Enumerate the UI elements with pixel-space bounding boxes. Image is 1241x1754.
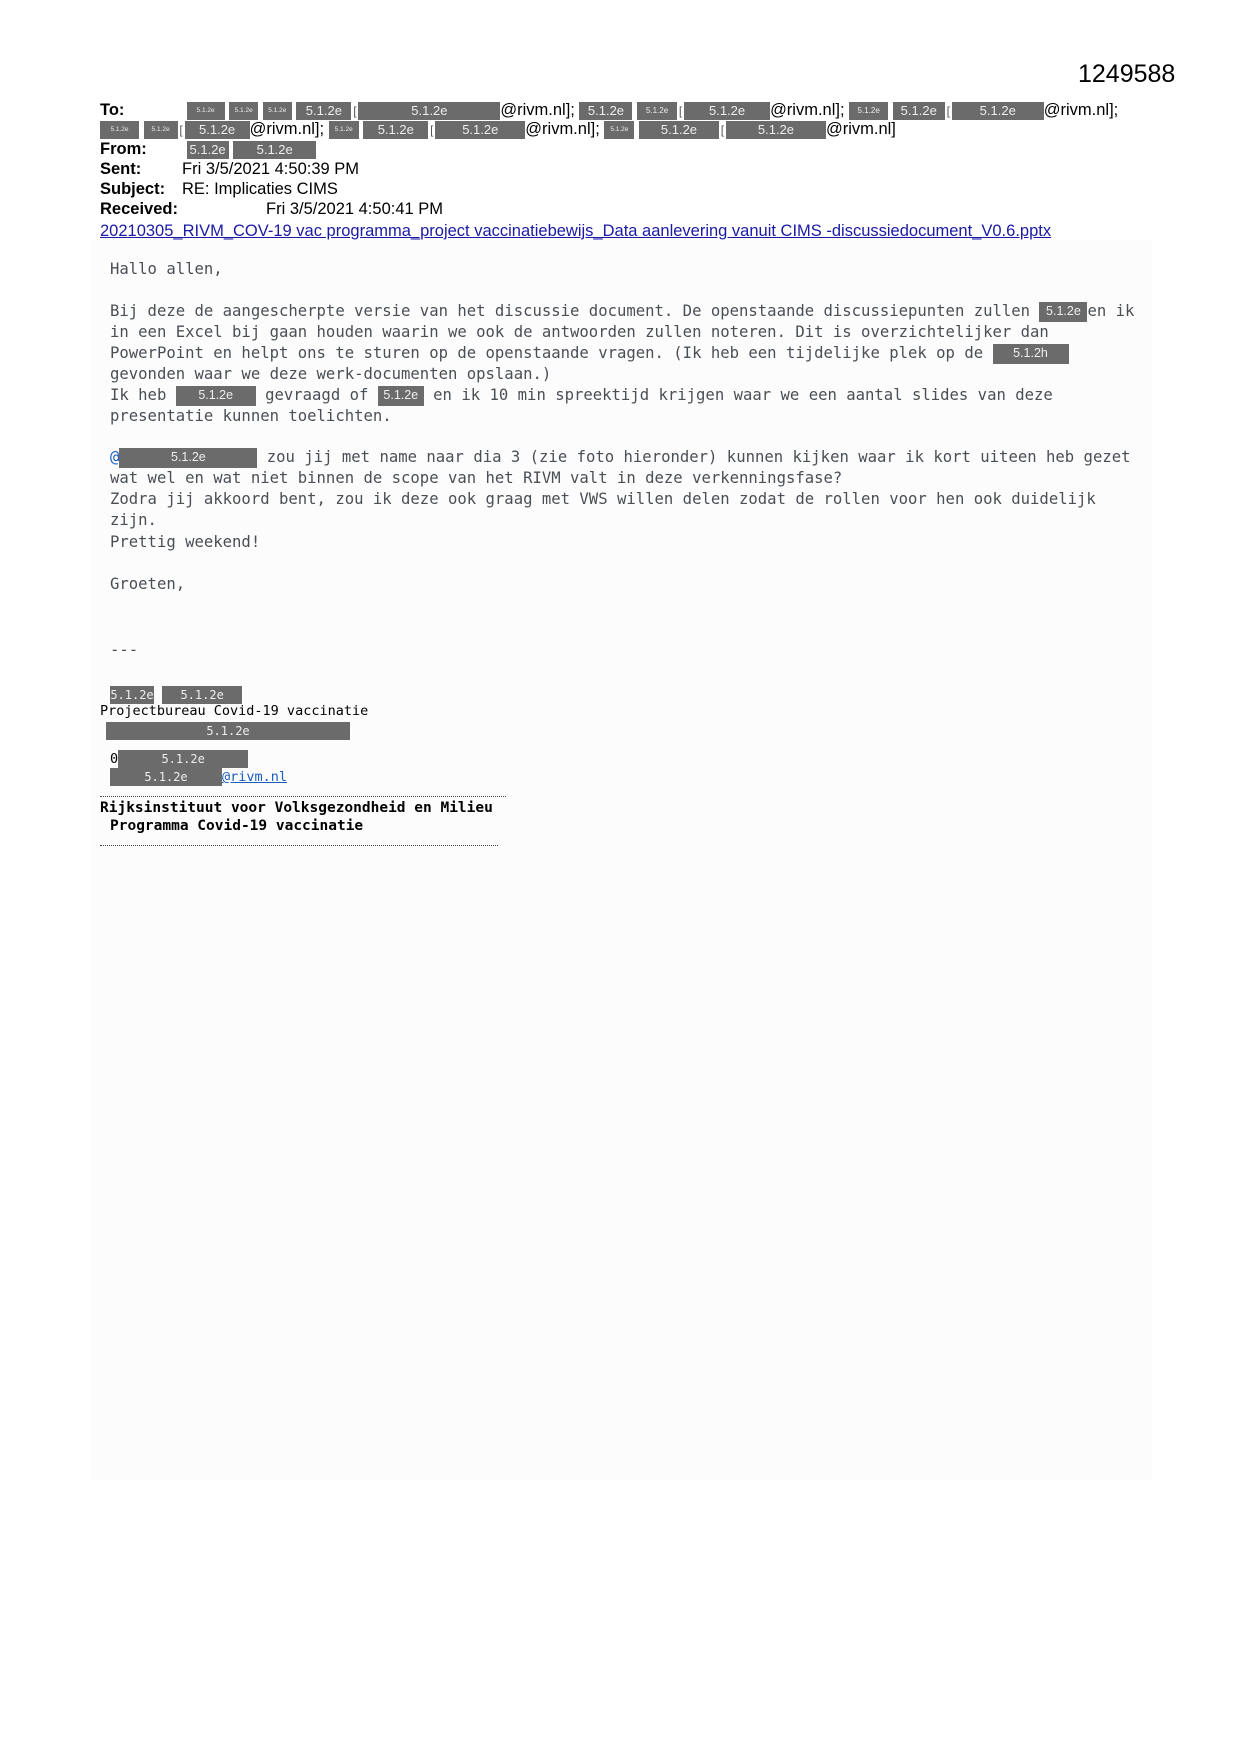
subject-label: Subject:	[100, 180, 166, 198]
redaction: 5.1.2e	[119, 448, 257, 468]
received-label: Received:	[100, 200, 178, 218]
redaction: 5.1.2e	[1039, 302, 1087, 322]
redaction: 5.1.2e	[185, 121, 250, 139]
phone-prefix: 0	[110, 751, 119, 767]
redaction: 5.1.2e	[358, 102, 500, 120]
redaction: 5.1.2e	[176, 386, 256, 406]
redaction: 5.1.2e	[110, 688, 154, 702]
greeting: Hallo allen,	[110, 260, 223, 278]
redaction: 5.1.2e	[187, 102, 225, 120]
closing-regards: Groeten,	[110, 575, 186, 593]
divider-bottom	[100, 845, 498, 846]
email-suffix: @rivm.nl];	[500, 101, 575, 119]
redaction: 5.1.2e	[110, 768, 222, 786]
email-suffix: @rivm.nl];	[525, 120, 600, 138]
signature-separator: ---	[110, 641, 139, 659]
redaction: 5.1.2e	[726, 121, 826, 139]
redaction: 5.1.2e	[637, 102, 677, 120]
redaction: 5.1.2e	[849, 102, 888, 120]
from-label: From:	[100, 140, 147, 158]
redaction: 5.1.2e	[144, 121, 178, 139]
redaction: 5.1.2e	[187, 141, 229, 159]
from-line	[100, 139, 316, 159]
redaction: 5.1.2e	[118, 750, 248, 768]
redaction: 5.1.2e	[378, 386, 424, 406]
document-number: 1249588	[1078, 60, 1176, 88]
redaction: 5.1.2e	[263, 102, 292, 120]
received-line	[100, 199, 443, 219]
redaction: 5.1.2e	[639, 121, 719, 139]
mention: @	[110, 448, 120, 466]
subject-value: RE: Implicaties CIMS	[182, 180, 338, 198]
to-label: To:	[100, 101, 125, 119]
to-line-1: To: 5.1.2e 5.1.2e 5.1.2e 5.1.2e [ 5.1.2e @rivm.nl]; 5.1.2e 5.1.2e [ 5.1.2e @rivm.nl]; 5.1.2e 5.1.2e [ 5.1.2e @rivm.nl];	[100, 101, 1119, 119]
paragraph-1: Bij deze de aangescherpte versie van het discussie document. De openstaande discussiepunten zullen 5.1.2e en ik in een Excel bij gaan houden waarin we ook de antwoorden zullen noteren. Dit is overzichtelijker dan PowerPoint en helpt ons te sturen op de openstaande vragen. (Ik heb een tijdelijke plek op de 5.1.2h gevonden waar we deze werk-documenten opslaan.) Ik heb 5.1.2e gevraagd of 5.1.2e en ik 10 min spreektijd krijgen waar we een aantal slides van deze presentatie kunnen toelichten.	[110, 302, 1135, 425]
redaction: 5.1.2e	[296, 102, 351, 120]
signature-phone	[110, 750, 248, 768]
signature-department: Projectbureau Covid-19 vaccinatie	[100, 703, 369, 719]
email-suffix: @rivm.nl];	[770, 101, 845, 119]
redaction: 5.1.2e	[363, 121, 428, 139]
paragraph-2: @ 5.1.2e zou jij met name naar dia 3 (zie foto hieronder) kunnen kijken waar ik kort uiteen heb gezet wat wel en wat niet binnen de scope van het RIVM valt in deze verkenningsfase? Zodra jij akkoord bent, zou ik deze ook graag met VWS willen delen zodat de rollen voor hen ook duidelijk zijn.	[110, 447, 1150, 531]
program-name: Programma Covid-19 vaccinatie	[110, 818, 364, 834]
paragraph-3: Zodra jij akkoord bent, zou ik deze ook graag met VWS willen delen zodat de rollen voor hen ook duidelijk zijn.	[110, 490, 1096, 529]
redaction: 5.1.2e	[604, 121, 634, 139]
redaction: 5.1.2e	[579, 102, 632, 120]
sent-label: Sent:	[100, 160, 142, 178]
redaction: 5.1.2e	[100, 121, 139, 139]
redaction: 5.1.2e	[684, 102, 770, 120]
organization-name: Rijksinstituut voor Volksgezondheid en Milieu	[100, 800, 493, 816]
subject-line	[100, 179, 338, 199]
to-line-2: 5.1.2e 5.1.2e [ 5.1.2e @rivm.nl]; 5.1.2e 5.1.2e [ 5.1.2e @rivm.nl]; 5.1.2e 5.1.2e [ 5.1.2e @rivm.nl]	[100, 119, 896, 140]
email-suffix: @rivm.nl];	[249, 120, 325, 138]
email-suffix: @rivm.nl]	[825, 120, 896, 138]
redaction: 5.1.2e	[329, 121, 359, 139]
signature-email	[110, 768, 287, 786]
signature-email-link[interactable]: @rivm.nl	[222, 769, 288, 785]
redaction: 5.1.2e	[435, 121, 525, 139]
redaction: 5.1.2e	[233, 141, 316, 159]
redaction: 5.1.2e	[106, 722, 350, 740]
email-suffix: @rivm.nl];	[1043, 101, 1119, 119]
received-value: Fri 3/5/2021 4:50:41 PM	[266, 200, 444, 218]
redaction: 5.1.2e	[893, 102, 945, 120]
signature-name	[110, 686, 242, 704]
signature-function	[106, 722, 350, 740]
redaction: 5.1.2e	[162, 686, 242, 704]
attachment-link[interactable]: 20210305_RIVM_COV-19 vac programma_project vaccinatiebewijs_Data aanlevering vanuit CIMS -discussiedocument_V0.6.pptx	[100, 222, 1052, 240]
closing-weekend: Prettig weekend!	[110, 533, 261, 551]
divider-top	[100, 796, 506, 797]
sent-line	[100, 159, 359, 179]
sent-value: Fri 3/5/2021 4:50:39 PM	[182, 160, 360, 178]
redaction: 5.1.2e	[952, 102, 1044, 120]
redaction: 5.1.2h	[993, 344, 1069, 364]
redaction: 5.1.2e	[229, 102, 258, 120]
